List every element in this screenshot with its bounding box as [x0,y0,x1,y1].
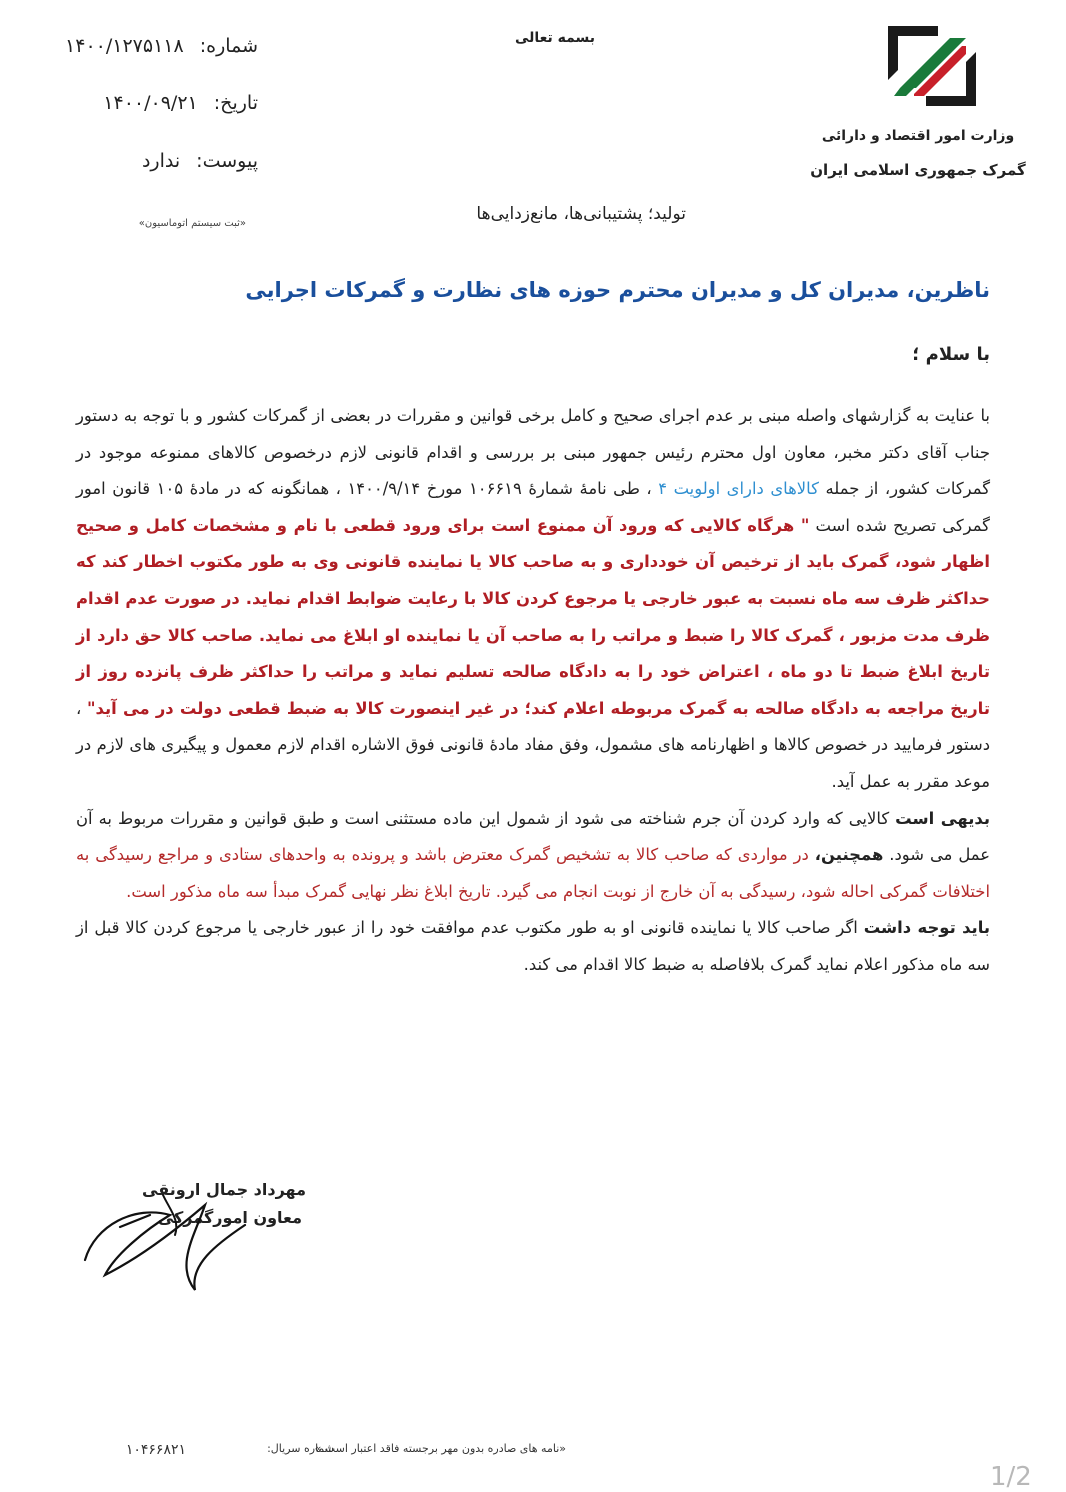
signer-title: معاون امورگمرکی [157,1208,302,1227]
ministry-name: وزارت امور اقتصاد و دارائی [821,128,1015,144]
attachment-label: پیوست: [196,150,258,172]
signer-name: مهرداد جمال ارونقی [142,1180,306,1199]
p1-text-c: ، دستور فرمایید در خصوص کالاها و اظهارنامه های مشمول، وفق مفاد مادهٔ قانونی فوق الاشاره اقدام لازم معمول و پیگیری های لازم در موعد مقرر به عمل آید. [76,698,990,791]
date-value: ۱۴۰۰/۰۹/۲۱ [103,92,198,114]
greeting: با سلام ؛ [912,344,990,365]
number-value: ۱۴۰۰/۱۲۷۵۱۱۸ [65,35,184,57]
p3-text-a: اگر صاحب کالا یا نماینده قانونی او به طور مکتوب عدم موافقت خود را از عبور خارجی یا مرجوع کردن کالا قبل از سه ماه مذکور اعلام نماید گمرک بلافاصله به ضبط کالا اقدام می کند. [76,918,990,974]
paragraph-1 [76,398,990,801]
auto-register-note: «ثبت سیستم اتوماسیون» [138,218,246,229]
p2-bold-2: همچنین، [814,845,884,865]
p1-text-a: با عنایت به گزارشهای واصله مبنی بر عدم اجرای صحیح و کامل برخی قوانین و مقررات در بعضی از گمرکات کشور و با توجه به دستور جناب آقای دکتر مخبر، معاون اول محترم رئیس جمهور مبنی بر بررسی و اقدام قانونی لازم درخصوص کالاهای ممنوعه موجود در گمرکات کشور، از جمله [76,406,990,499]
letter-date [103,92,258,114]
number-label: شماره: [199,35,258,57]
attachment-value: ندارد [141,150,181,172]
page-indicator: 1/2 [990,1462,1032,1492]
p2-text-a: کالایی که وارد کردن آن جرم شناخته می شود از شمول این ماده مستثنی است و طبق قوانین و مقررات مربوط به آن عمل می شود. [76,808,991,865]
subject-line: تولید؛ پشتیبانی‌ها، مانع‌زدایی‌ها [476,204,686,224]
p2-red-text: در مواردی که صاحب کالا به تشخیص گمرک معترض باشد و پرونده به واحدهای ستادی و مراجع رسیدگی به اختلافات گمرکی احاله شود، رسیدگی به آن خارج از نوبت انجام می گیرد. تاریخ ابلاغ نظر نهایی گمرک مبدأ سه ماه مذکور است. [76,845,990,901]
basmala: بسمه تعالی [514,30,596,46]
p1-highlight-priority: کالاهای دارای اولویت ۴ [658,479,819,499]
paragraph-2 [76,801,990,911]
letter-number [65,35,258,57]
letter-attachment [142,150,258,172]
date-label: تاریخ: [213,92,258,114]
paragraph-3 [76,910,990,983]
customs-logo-icon [880,18,984,114]
recipients-heading: ناظرین، مدیران کل و مدیران محترم حوزه های نظارت و گمرکات اجرایی [245,278,990,302]
seal-note: «نامه های صادره بدون مهر برجسته فاقد اعتبار است.» [314,1442,566,1455]
handwritten-signature-icon [75,1165,255,1300]
letter-body [76,398,990,984]
p1-law-quote: " هرگاه کالایی که ورود آن ممنوع است برای ورود قطعی با نام و مشخصات کامل و صحیح اظهار شود، گمرک باید از ترخیص آن خودداری و به صاحب کالا یا نماینده قانونی وی به طور مکتوب اخطار کند که حداکثر ظرف سه ماه نسبت به عبور خارجی یا مرجوع کردن کالا با رعایت ضوابط اقدام نماید. در صورت عدم اقدام ظرف مدت مزبور ، گمرک کالا را ضبط و مراتب را به صاحب آن یا نماینده او ابلاغ می نماید. صاحب کالا حق دارد از تاریخ ابلاغ ضبط تا دو ماه ، اعتراض خود را به دادگاه صالحه تسلیم نماید و مراتب را حداکثر ظرف پانزده روز از تاریخ مراجعه به دادگاه صالحه به گمرک مربوطه اعلام کند؛ در غیر اینصورت کالا به ضبط قطعی دولت در می آید" [76,515,990,718]
p3-bold: باید توجه داشت [863,918,990,938]
serial-value: ۱۰۴۶۶۸۲۱ [125,1442,186,1458]
organization-name: گمرک جمهوری اسلامی ایران [810,161,1026,179]
serial-label: شماره سریال: [267,1442,334,1455]
p1-text-b: ، طی نامهٔ شمارهٔ ۱۰۶۶۱۹ مورخ ۱۴۰۰/۹/۱۴ ، همانگونه که در مادهٔ ۱۰۵ قانون امور گمرکی تصریح شده است [76,479,990,535]
p2-bold-1: بدیهی است [895,808,990,828]
